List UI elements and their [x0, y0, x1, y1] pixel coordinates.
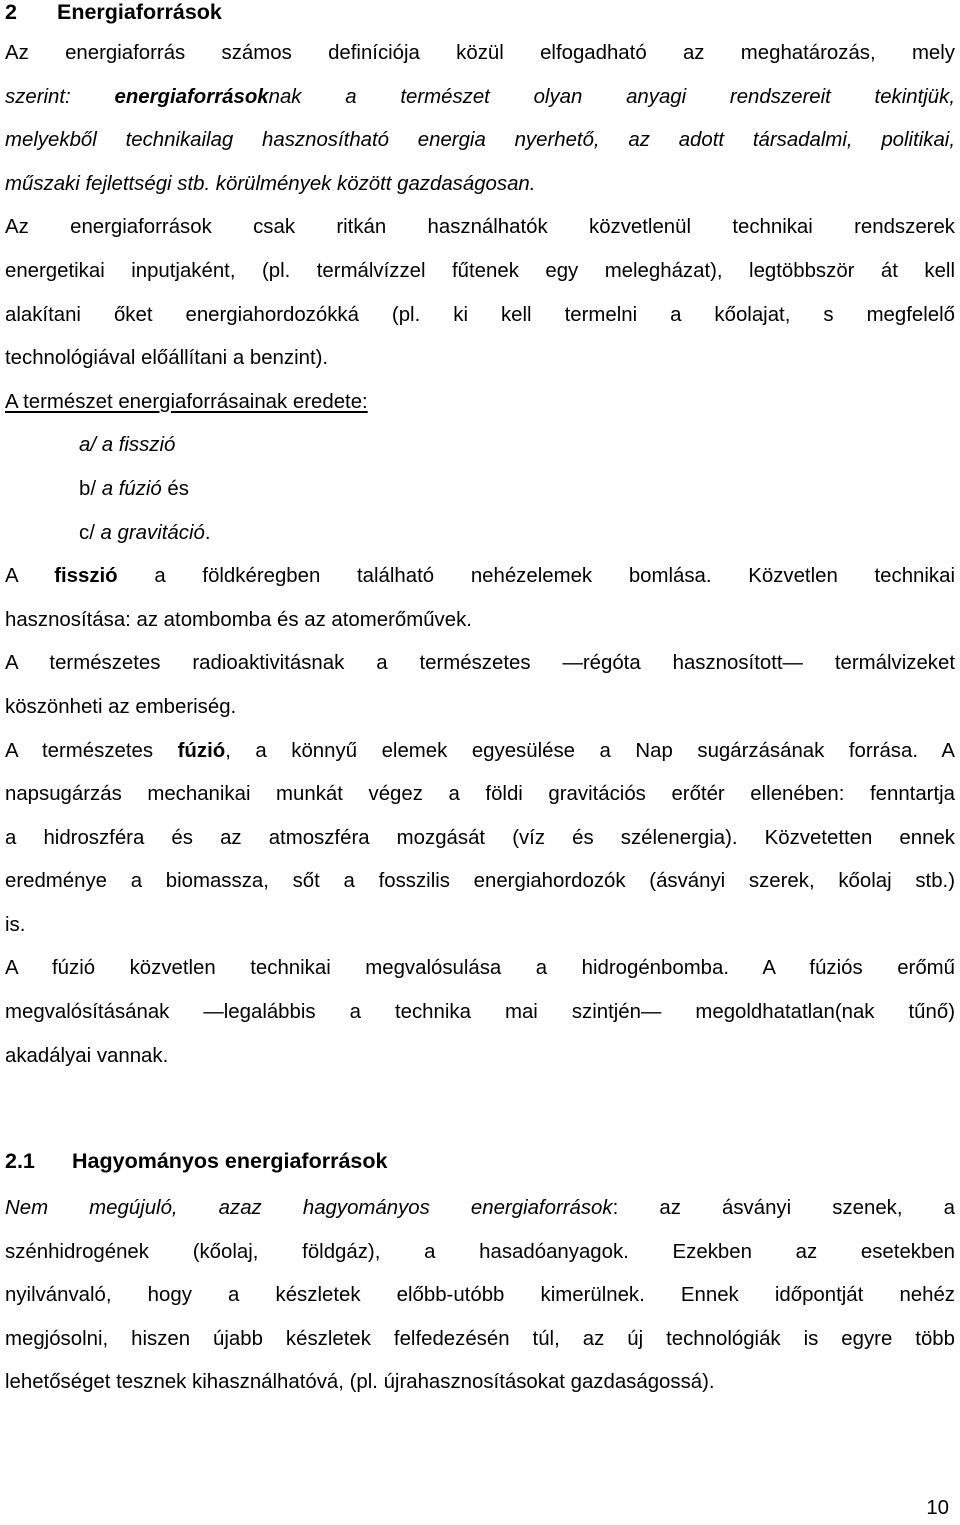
intro-text: szerint: [5, 85, 115, 108]
list-label: b/ [79, 477, 97, 500]
list-suffix: és [161, 477, 189, 500]
traditional-line: megjósolni, hiszen újabb készletek felfedezésén túl, az új technológiák is egyre több [5, 1327, 955, 1350]
fission-term: fisszió [54, 565, 118, 588]
section-title: Energiaforrások [57, 0, 222, 24]
intro-line [5, 76, 955, 120]
traditional-line [5, 1187, 955, 1231]
list-label: c/ [79, 521, 95, 544]
origins-list-item [5, 424, 955, 468]
fusion-line [5, 730, 955, 774]
intro-line: alakítani őket energiahordozókká (pl. ki kell termelni a kőolajat, s megfelelő [5, 303, 955, 326]
fusion-line: megvalósításának —legalábbis a technika mai szintjén— megoldhatatlan(nak tűnő) [5, 1001, 955, 1024]
list-text: a fúzió [101, 477, 162, 500]
fission-line: hasznosítása: az atombomba és az atomerőművek. [5, 608, 472, 631]
fusion-text: , a könnyű elemek egyesülése a Nap sugárzásának forrása. A [225, 739, 956, 762]
list-text: a fisszió [101, 434, 176, 457]
subsection-number: 2.1 [5, 1149, 35, 1173]
intro-term: energiaforrások [114, 85, 269, 108]
intro-line: melyekből technikailag hasznosítható energia nyerhető, az adott társadalmi, politikai, [5, 129, 955, 152]
section-number: 2 [5, 0, 17, 24]
subsection-heading [5, 1149, 387, 1173]
page-number: 10 [926, 1497, 949, 1519]
origins-list-item [5, 468, 955, 512]
intro-line: technológiával előállítani a benzint). [5, 347, 329, 370]
fission-line [5, 555, 955, 599]
document-page [5, 0, 955, 1525]
origins-list-item [5, 512, 955, 556]
traditional-text: : az ásványi szenek, a [612, 1197, 955, 1219]
intro-text: nak a természet olyan anyagi rendszereit tekintjük, [268, 85, 955, 108]
traditional-line: lehetőséget tesznek kihasználhatóvá, (pl. újrahasznosításokat gazdaságossá). [5, 1371, 715, 1394]
fusion-line: a hidroszféra és az atmoszféra mozgását (víz és szélenergia). Közvetetten ennek [5, 826, 955, 849]
intro-line: Az energiaforrás számos definíciója közül elfogadható az meghatározás, mely [5, 42, 955, 64]
intro-line: energetikai inputjaként, (pl. termálvízzel fűtenek egy melegházat), legtöbbször át kell [5, 259, 955, 282]
list-text: a gravitáció [100, 521, 205, 544]
list-label: a/ [79, 434, 97, 457]
section-heading [5, 0, 222, 24]
origins-heading: A természet energiaforrásainak eredete: [5, 390, 368, 413]
traditional-term: Nem megújuló, azaz hagyományos energiaforrások [5, 1197, 613, 1219]
fusion-line: napsugárzás mechanikai munkát végez a földi gravitációs erőtér ellenében: fenntartja [5, 783, 955, 806]
fission-line: köszönheti az emberiség. [5, 695, 237, 718]
section-body [5, 32, 955, 1078]
fusion-line: akadályai vannak. [5, 1044, 169, 1067]
intro-line: Az energiaforrások csak ritkán használhatók közvetlenül technikai rendszerek [5, 216, 955, 239]
fission-line: A természetes radioaktivitásnak a természetes —régóta hasznosított— termálvizeket [5, 652, 955, 675]
intro-line: műszaki fejlettségi stb. körülmények között gazdaságosan. [5, 172, 536, 195]
fusion-line: eredménye a biomassza, sőt a fosszilis energiahordozók (ásványi szerek, kőolaj stb.) [5, 870, 955, 893]
fusion-line: is. [5, 913, 26, 936]
fission-text: a földkéregben található nehézelemek bomlása. Közvetlen technikai [117, 565, 955, 588]
subsection-title: Hagyományos energiaforrások [72, 1149, 388, 1173]
subsection-body [5, 1187, 955, 1405]
fusion-text: A természetes [5, 739, 178, 762]
fission-text: A [5, 565, 55, 588]
list-suffix: . [204, 521, 211, 544]
fusion-line: A fúzió közvetlen technikai megvalósulása a hidrogénbomba. A fúziós erőmű [5, 957, 955, 980]
fusion-term: fúzió [177, 739, 226, 762]
traditional-line: nyilvánvaló, hogy a készletek előbb-utóbb kimerülnek. Ennek időpontját nehéz [5, 1284, 955, 1307]
traditional-line: szénhidrogének (kőolaj, földgáz), a hasadóanyagok. Ezekben az esetekben [5, 1240, 955, 1263]
